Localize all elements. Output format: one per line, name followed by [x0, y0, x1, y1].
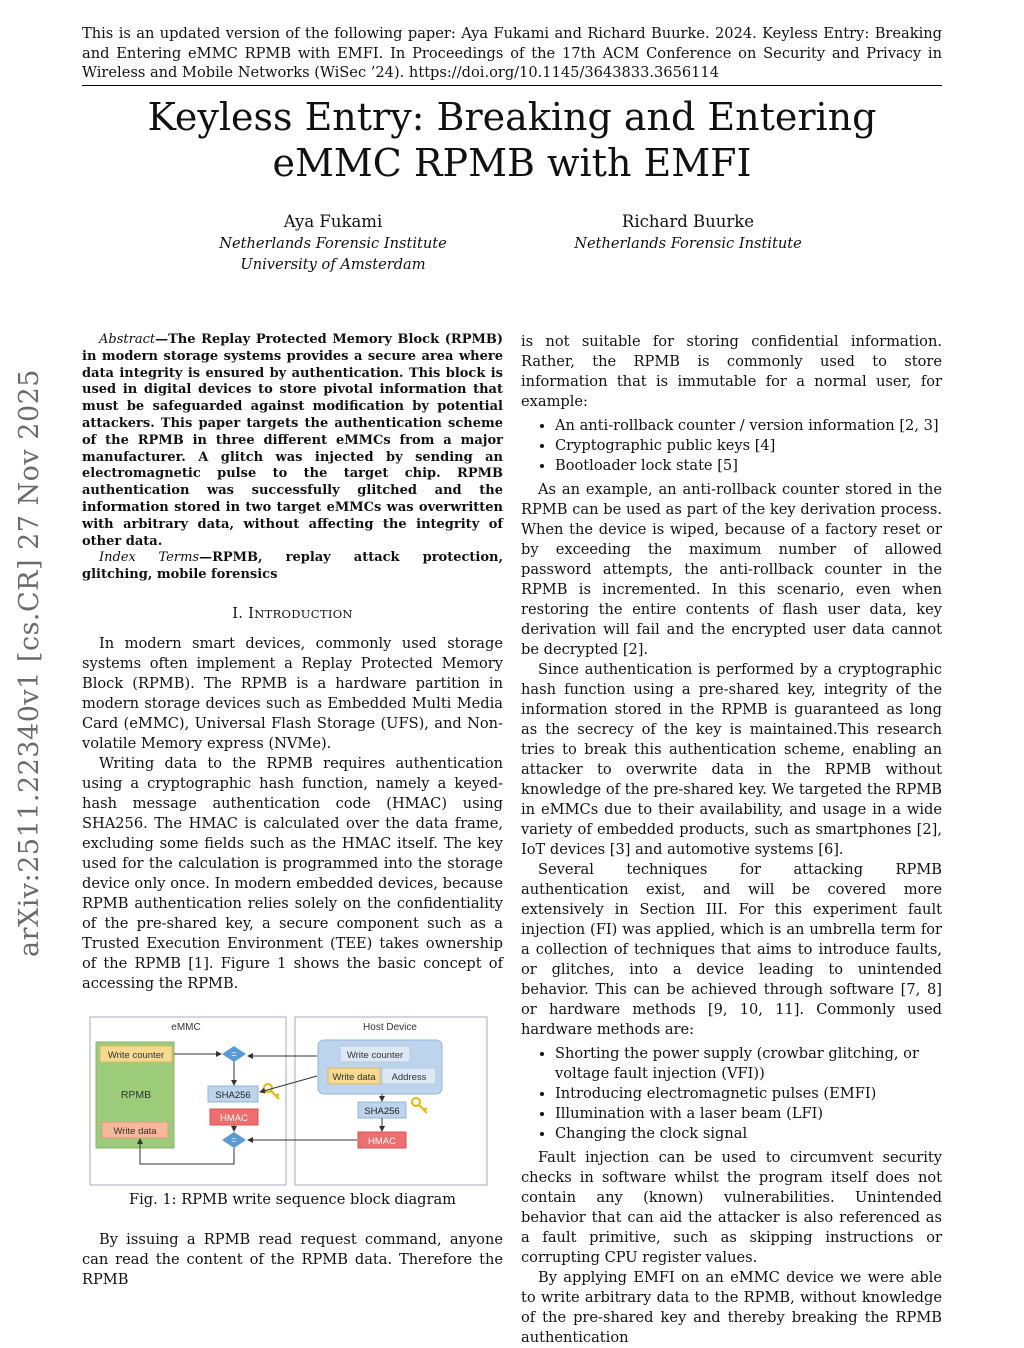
write-data-label: Write data [113, 1125, 157, 1137]
host-address-label: Address [391, 1071, 427, 1083]
body-paragraph: Fault injection can be used to circumvent security checks in software whilst the program itself does not contain any (known) vulnerabilities. Unintended behavior that can aid the attacker is also referenced as a fault primitive, such as skipping instructions or corrupting CPU register values. [521, 1149, 942, 1266]
key-icon [264, 1084, 279, 1099]
host-write-data-label: Write data [332, 1071, 376, 1083]
figure-rpmb-diagram [82, 1016, 503, 1186]
spacer [82, 1210, 503, 1230]
body-paragraph: By issuing a RPMB read request command, anyone can read the content of the RPMB data. Therefore the RPMB [82, 1230, 503, 1288]
eq-top: = [231, 1048, 237, 1059]
author-block [555, 211, 821, 254]
author-affiliation: University of Amsterdam [240, 256, 426, 273]
abstract-label: Abstract [99, 332, 156, 347]
arxiv-identifier: arXiv:2511.22340v1 [cs.CR] 27 Nov 2025 [14, 369, 45, 957]
sha256-host-label: SHA256 [364, 1105, 400, 1117]
list-item: • Cryptographic public keys [4] [555, 436, 942, 456]
abstract [82, 332, 503, 550]
hmac-host-label: HMAC [368, 1135, 396, 1147]
body-paragraph: Writing data to the RPMB requires authentication using a cryptographic hash function, namely a keyed-hash message authentication code (HMAC) using SHA256. The HMAC is calculated over the data frame, excluding some fields such as the HMAC itself. The key used for the calculation is programmed into the storage device only once. In modern embedded devices, because RPMB authentication relies solely on the confidentiality of the pre-shared key, a secure component such as a Trusted Execution Environment (TEE) takes ownership of the RPMB [1]. Figure 1 shows the basic concept of accessing the RPMB. [82, 754, 503, 992]
author-name: Aya Fukami [283, 212, 383, 231]
list-item: • Changing the clock signal [555, 1124, 942, 1144]
bullet-list [521, 1044, 942, 1144]
bullet-list [521, 416, 942, 476]
body-paragraph: is not suitable for storing confidential information. Rather, the RPMB is commonly used to store information that is immutable for a normal user, for example: [521, 333, 942, 410]
key-icon [412, 1098, 427, 1113]
author-block [200, 211, 466, 275]
version-notice: This is an updated version of the following paper: Aya Fukami and Richard Buurke. 2024. Keyless Entry: Breaking and Entering eMMC RPMB with EMFI. In Proceedings of the 17th ACM Conference on Security and Privacy in Wireless and Mobile Networks (WiSec ’24). https://doi.org/10.1145/3643833.3656114 [82, 25, 942, 82]
write-counter-label: Write counter [107, 1049, 165, 1061]
sha256-emmc-label: SHA256 [215, 1089, 251, 1101]
list-item: • An anti-rollback counter / version information [2, 3] [555, 416, 942, 436]
left-column [82, 332, 503, 1290]
abstract-text: —The Replay Protected Memory Block (RPMB) in modern storage systems provides a secure area where data integrity is ensured by authentication. This block is used in digital devices to store pivotal information that must be safeguarded against modification by potential attackers. This paper targets the authentication scheme of the RPMB in three different eMMCs from a major manufacturer. A glitch was injected by sending an electromagnetic pulse to the target chip. RPMB authentication was successfully glitched and the information stored in two target eMMCs was overwritten with arbitrary data, without affecting the integrity of other data. [82, 332, 503, 549]
block-diagram [82, 1016, 503, 1186]
body-paragraph: As an example, an anti-rollback counter stored in the RPMB can be used as part of the key derivation process. When the device is wiped, because of a factory reset or by exceeding the maximum number of allowed password attempts, the anti-rollback counter in the RPMB is incremented. In this scenario, even when restoring the entire contents of flash user data, key derivation will fail and the encrypted user data cannot be decrypted [2]. [521, 481, 942, 658]
body-paragraph: Since authentication is performed by a cryptographic hash function using a pre-shared key, integrity of the information stored in the RPMB is guaranteed as long as the secrecy of the key is maintained.This research tries to break this authentication scheme, enabling an attacker to overwrite data in the RPMB without knowledge of the pre-shared key. We targeted the RPMB in eMMCs due to their availability, and usage in a wide variety of embedded products, such as smartphones [2], IoT devices [3] and automotive systems [6]. [521, 661, 942, 858]
list-item: • Illumination with a laser beam (LFI) [555, 1104, 942, 1124]
title-line-2: eMMC RPMB with EMFI [272, 141, 752, 185]
hmac-emmc-label: HMAC [220, 1112, 248, 1124]
right-column [521, 332, 942, 1348]
list-item: • Bootloader lock state [5] [555, 456, 942, 476]
paper-title [82, 94, 942, 186]
author-name: Richard Buurke [621, 212, 755, 231]
eq-bottom: = [231, 1134, 237, 1145]
title-line-1: Keyless Entry: Breaking and Entering [147, 95, 877, 139]
author-affiliation: Netherlands Forensic Institute [219, 235, 447, 252]
section-heading: I. INTRODUCTION [232, 604, 353, 622]
list-item: • Shorting the power supply (crowbar glitching, or voltage fault injection (VFI)) [555, 1044, 942, 1084]
list-item: • Introducing electromagnetic pulses (EMFI) [555, 1084, 942, 1104]
host-label: Host Device [363, 1021, 417, 1033]
header-rule [82, 85, 942, 86]
emmc-label: eMMC [171, 1021, 201, 1033]
body-paragraph: By applying EMFI on an eMMC device we were able to write arbitrary data to the RPMB, without knowledge of the pre-shared key and thereby breaking the RPMB authentication [521, 1269, 942, 1346]
index-terms-label: Index Terms [99, 550, 200, 566]
rpmb-label: RPMB [120, 1088, 152, 1101]
body-paragraph: Several techniques for attacking RPMB authentication exist, and will be covered more extensively in Section III. For this experiment fault injection (FI) was applied, which is an umbrella term for a collection of techniques that aims to introduce faults, or glitches, into a device leading to unintended behavior. This can be achieved through software [7, 8] or hardware methods [9, 10, 11]. Commonly used hardware methods are: [521, 861, 942, 1038]
index-terms [82, 550, 503, 584]
host-write-counter-label: Write counter [346, 1049, 404, 1061]
author-affiliation: Netherlands Forensic Institute [574, 235, 802, 252]
body-paragraph: In modern smart devices, commonly used storage systems often implement a Replay Protected Memory Block (RPMB). The RPMB is a hardware partition in modern storage devices such as Embedded Multi Media Card (eMMC), Universal Flash Storage (UFS), and Non-volatile Memory express (NVMe). [82, 634, 503, 752]
figure-caption: Fig. 1: RPMB write sequence block diagram [128, 1190, 456, 1208]
index-terms-text: —RPMB, replay attack protection, glitching, mobile forensics [82, 550, 503, 583]
